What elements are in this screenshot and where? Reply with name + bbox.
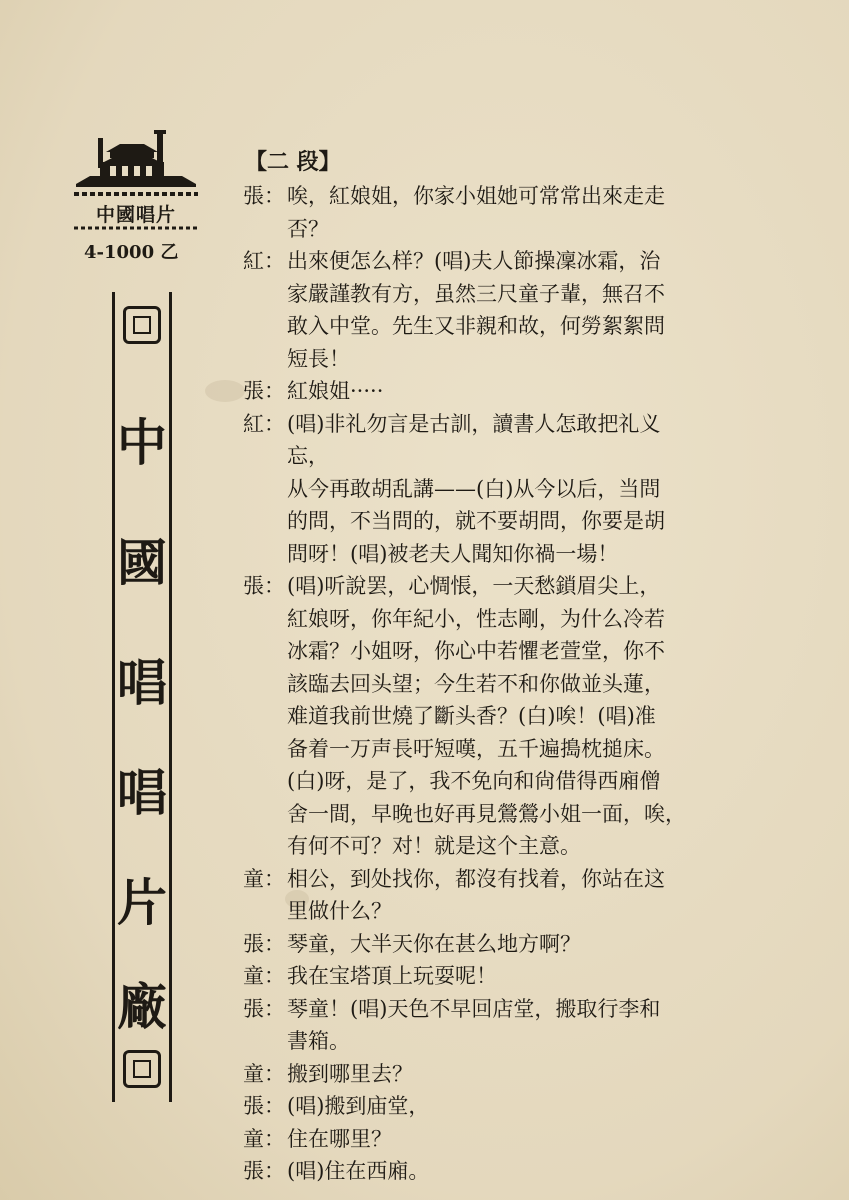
dialogue-entry <box>243 863 733 928</box>
dialogue-line: 否？ <box>287 216 329 241</box>
dialogue-line: 相公，到处找你，都沒有找着，你站在这 <box>287 866 665 891</box>
dialogue-line: 琴童，大半天你在甚么地方啊？ <box>287 931 581 956</box>
tiananmen-logo-icon <box>70 122 202 202</box>
dialogue-entry <box>243 928 733 961</box>
speaker-label: 張： <box>243 184 285 208</box>
dialogue-line: 我在宝塔頂上玩耍呢！ <box>287 964 497 988</box>
dialogue-line: (唱)住在西廂。 <box>287 1159 430 1183</box>
dialogue-entry <box>243 408 733 571</box>
spine-char: 唱 <box>117 764 167 822</box>
ornament-icon <box>123 1050 161 1088</box>
catalog-number: 4-1000 乙 <box>84 242 179 263</box>
dialogue-entry <box>243 960 733 993</box>
dialogue-entry <box>243 1058 733 1091</box>
dialogue-line: 备着一万声長吁短嘆，五千遍搗枕搥床。 <box>287 736 665 761</box>
dialogue-entry <box>243 245 733 375</box>
dialogue-line: 舍一間，早晚也好再見鶯鶯小姐一面，唉， <box>287 801 686 826</box>
dialogue-line: 里做什么？ <box>287 899 392 923</box>
brand-logo <box>70 122 202 232</box>
speaker-label: 童： <box>243 1061 285 1086</box>
speaker-label: 張： <box>243 996 285 1021</box>
dialogue-line: 琴童！(唱)天色不早回店堂，搬取行李和 <box>287 996 661 1021</box>
spine-char: 唱 <box>117 654 167 712</box>
brand-label: 中國唱片 <box>95 204 176 226</box>
dialogue-line: 問呀！(唱)被老夫人聞知你禍一場！ <box>287 541 619 566</box>
speaker-label: 張： <box>243 931 285 956</box>
dialogue-line: 敢入中堂。先生又非親和故，何勞絮絮問 <box>287 314 665 338</box>
dialogue-line: 冰霜？小姐呀，你心中若懼老萱堂，你不 <box>287 639 665 663</box>
dotted-rule-icon <box>70 224 202 232</box>
speaker-label: 童： <box>243 866 285 891</box>
dialogue-line: 难道我前世燒了斷头香？(白)唉！(唱)准 <box>287 704 656 728</box>
dialogue-list <box>243 180 733 1188</box>
dialogue-line: 家嚴謹教有方，虽然三尺童子輩，無召不 <box>287 281 665 306</box>
speaker-label: 張： <box>243 1094 285 1118</box>
dialogue-line: 短長！ <box>287 346 350 371</box>
paper-stain <box>205 380 245 402</box>
speaker-label: 童： <box>243 964 285 988</box>
dialogue-line: 紅娘呀，你年紀小，性志剛，为什么冷若 <box>287 606 665 631</box>
spine-char: 中 <box>117 414 167 472</box>
dialogue-entry <box>243 570 733 863</box>
dialogue-line: 唉，紅娘姐，你家小姐她可常常出來走走 <box>287 184 665 208</box>
dialogue-line: 从今再敢胡乱講——(白)从今以后，当問 <box>287 476 661 501</box>
speaker-label: 張： <box>243 1159 285 1183</box>
ornament-icon <box>123 306 161 344</box>
dialogue-entry <box>243 375 733 408</box>
dialogue-line: 該臨去回头望；今生若不和你做並头蓮， <box>287 671 665 696</box>
dialogue-line: 住在哪里？ <box>287 1126 392 1151</box>
dialogue-entry <box>243 993 733 1058</box>
dialogue-entry <box>243 180 733 245</box>
dialogue-line: 搬到哪里去？ <box>287 1061 413 1086</box>
dialogue-line: (唱)听說罢，心惆悵，一天愁鎖眉尖上， <box>287 574 661 598</box>
speaker-label: 張： <box>243 574 285 598</box>
speaker-label: 童： <box>243 1126 285 1151</box>
speaker-label: 紅： <box>243 249 285 273</box>
dialogue-line: (白)呀，是了，我不免向和尙借得西廂僧 <box>287 769 661 793</box>
dialogue-line: (唱)非礼勿言是古訓，讀書人怎敢把礼义 <box>287 411 661 436</box>
dialogue-entry <box>243 1123 733 1156</box>
libretto-text <box>243 144 733 1188</box>
dialogue-line: (唱)搬到庙堂， <box>287 1094 430 1118</box>
spine-char: 片 <box>117 874 167 932</box>
section-heading: 【二 段】 <box>245 149 341 175</box>
spine-title <box>112 292 172 1102</box>
speaker-label: 紅： <box>243 411 285 436</box>
dialogue-entry <box>243 1090 733 1123</box>
dialogue-line: 紅娘姐····· <box>287 379 384 403</box>
spine-char: 廠 <box>117 978 167 1036</box>
speaker-label: 張： <box>243 379 285 403</box>
dialogue-line: 忘， <box>287 444 329 468</box>
dialogue-line: 有何不可？对！就是这个主意。 <box>287 834 581 858</box>
dialogue-entry <box>243 1155 733 1188</box>
dialogue-line: 書箱。 <box>287 1029 350 1053</box>
spine-char: 國 <box>117 534 167 592</box>
dialogue-line: 的問，不当問的，就不要胡問，你要是胡 <box>287 509 665 533</box>
dialogue-line: 出來便怎么样？(唱)夫人節操凜冰霜，治 <box>287 249 661 273</box>
